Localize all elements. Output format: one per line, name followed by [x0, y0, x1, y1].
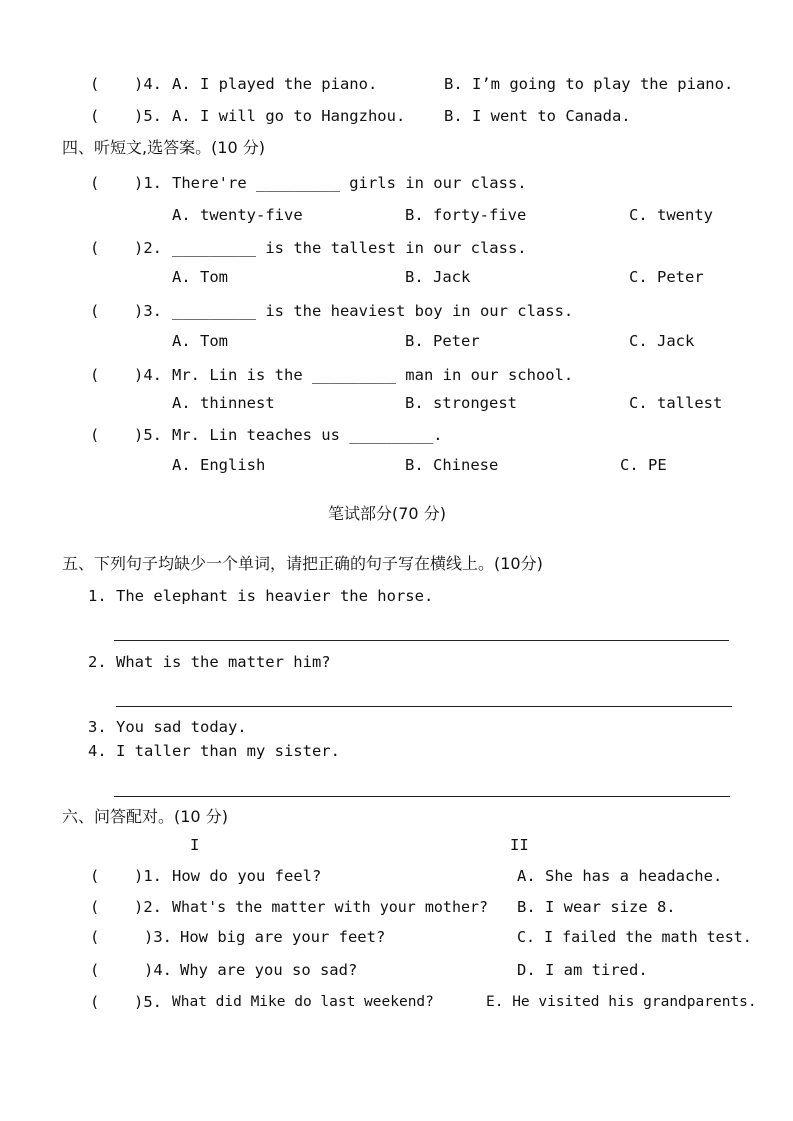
paren-open: (: [90, 302, 100, 320]
column-header-i: I: [190, 836, 200, 854]
question-number: )5.: [134, 993, 162, 1011]
paren-open: (: [90, 928, 100, 946]
option-b: B. Peter: [405, 332, 480, 350]
question-stem: Mr. Lin is the _________ man in our school.: [172, 366, 574, 384]
option-c: C. Peter: [629, 268, 704, 286]
question-stem: _________ is the tallest in our class.: [172, 239, 527, 257]
match-answer: D. I am tired.: [517, 961, 648, 979]
option-a: A. English: [172, 456, 266, 474]
question-stem: Mr. Lin teaches us _________.: [172, 426, 443, 444]
paren-open: (: [90, 75, 100, 93]
option-b: B. Jack: [405, 268, 471, 286]
option-c: C. tallest: [629, 394, 723, 412]
paren-open: (: [90, 867, 100, 885]
paren-open: (: [90, 107, 100, 125]
answer-line[interactable]: [114, 796, 730, 797]
paren-open: (: [90, 993, 100, 1011]
match-question: What did Mike do last weekend?: [172, 994, 434, 1010]
option-c: C. twenty: [629, 206, 713, 224]
option-c: C. Jack: [629, 332, 695, 350]
question-number: )2.: [134, 239, 162, 257]
question-number: )1.: [134, 174, 162, 192]
option-b: B. I went to Canada.: [444, 107, 631, 125]
paren-open: (: [90, 426, 100, 444]
question-number: )4.: [144, 961, 172, 979]
option-b: B. I’m going to play the piano.: [444, 75, 734, 93]
question-number: )2.: [134, 898, 162, 916]
sentence-item: 2. What is the matter him?: [88, 653, 331, 671]
match-question: How do you feel?: [172, 867, 322, 885]
option-a: A. I played the piano.: [172, 75, 378, 93]
paren-open: (: [90, 898, 100, 916]
sentence-item: 4. I taller than my sister.: [88, 742, 340, 760]
question-number: )4.: [134, 75, 162, 93]
question-number: )3.: [134, 302, 162, 320]
match-question: What's the matter with your mother?: [172, 898, 489, 916]
option-a: A. Tom: [172, 332, 228, 350]
option-b: B. forty-five: [405, 206, 527, 224]
match-question: Why are you so sad?: [180, 961, 358, 979]
question-stem: There're _________ girls in our class.: [172, 174, 527, 192]
question-number: )3.: [144, 928, 172, 946]
match-question: How big are your feet?: [180, 928, 386, 946]
answer-line[interactable]: [114, 640, 729, 641]
column-header-ii: II: [510, 836, 529, 854]
paren-open: (: [90, 174, 100, 192]
option-b: B. strongest: [405, 394, 517, 412]
option-a: A. Tom: [172, 268, 228, 286]
sentence-item: 3. You sad today.: [88, 718, 247, 736]
option-b: B. Chinese: [405, 456, 499, 474]
paren-open: (: [90, 366, 100, 384]
match-answer: A. She has a headache.: [517, 867, 723, 885]
match-answer: B. I wear size 8.: [517, 898, 676, 916]
sentence-item: 1. The elephant is heavier the horse.: [88, 587, 434, 605]
question-number: )1.: [134, 867, 162, 885]
answer-line[interactable]: [116, 706, 732, 707]
option-c: C. PE: [620, 456, 667, 474]
question-stem: _________ is the heaviest boy in our class.: [172, 302, 574, 320]
option-a: A. thinnest: [172, 394, 275, 412]
option-a: A. I will go to Hangzhou.: [172, 107, 406, 125]
match-answer: C. I failed the math test.: [517, 928, 752, 946]
match-answer: E. He visited his grandparents.: [486, 994, 757, 1010]
section-5-heading: 五、下列句子均缺少一个单词，请把正确的句子写在横线上。(10分): [62, 554, 543, 573]
question-number: )5.: [134, 107, 162, 125]
question-number: )4.: [134, 366, 162, 384]
option-a: A. twenty-five: [172, 206, 303, 224]
section-4-heading: 四、听短文,选答案。(10 分): [62, 138, 266, 157]
written-part-title: 笔试部分(70 分): [328, 504, 446, 523]
question-number: )5.: [134, 426, 162, 444]
paren-open: (: [90, 961, 100, 979]
section-6-heading: 六、问答配对。(10 分): [62, 807, 228, 826]
paren-open: (: [90, 239, 100, 257]
